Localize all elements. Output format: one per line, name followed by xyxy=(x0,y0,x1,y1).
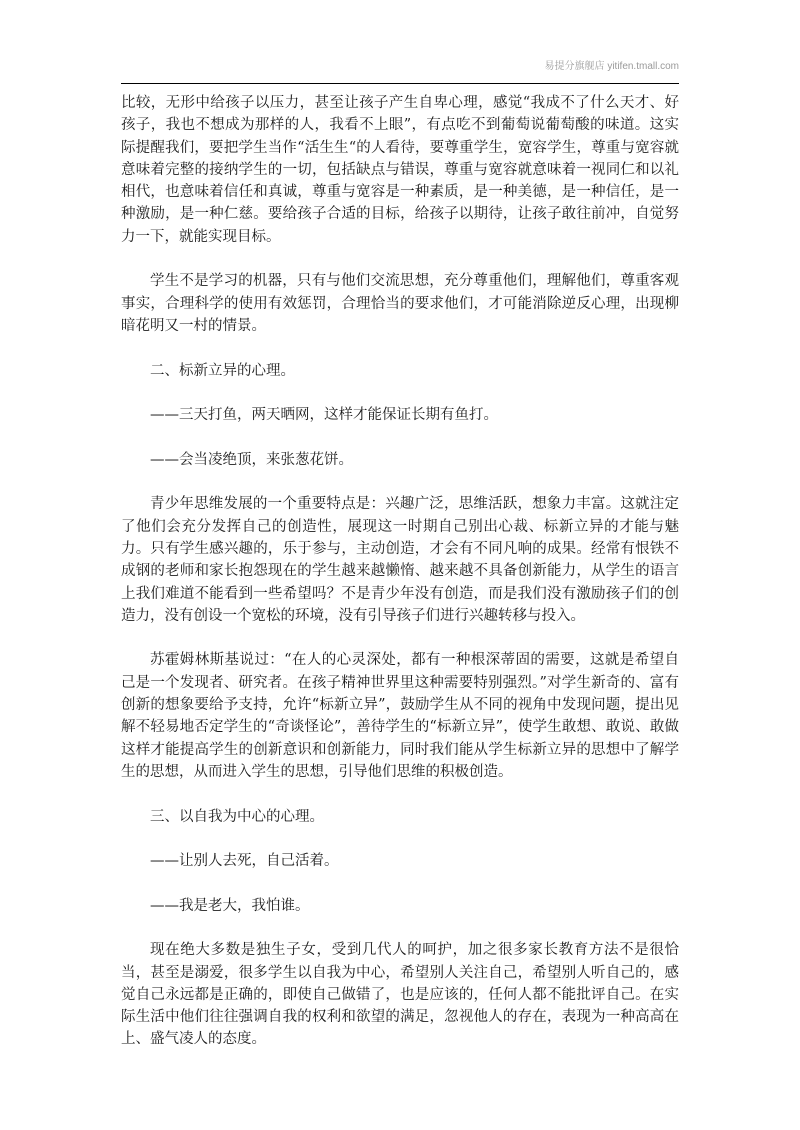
quote-line: ——会当凌绝顶，来张葱花饼。 xyxy=(150,451,353,468)
paragraph-continuation: 比较，无形中给孩子以压力，甚至让孩子产生自卑心理，感觉“我成不了什么天才、好孩子，我也不想成为那样的人，我看不上眼”，有点吃不到葡萄说葡萄酸的味道。这实际提醒我们，要把学生当作“活生生“的人看待，要尊重学生，宽容学生，尊重与宽容就意味着完整的接纳学生的一切，包括缺点与错误，尊重与宽容就意味着一视同仁和以礼相代，也意味着信任和真诚，尊重与宽容是一种素质，是一种美德，是一种信任，是一种激励，是一种仁慈。要给孩子合适的目标，给孩子以期待，让孩子敢往前冲，自觉努力一下，就能实现目标。 xyxy=(121,95,679,245)
section-heading: 三、以自我为中心的心理。 xyxy=(150,808,324,825)
quote-line: ——让别人去死，自己活着。 xyxy=(150,853,339,870)
paragraph: 苏霍姆林斯基说过：“在人的心灵深处，都有一种根深蒂固的需要，这就是希望自己是一个发现者、研究者。在孩子精神世界里这种需要特别强烈。”对学生新奇的、富有创新的想象要给予支持，允许“标新立异”，鼓励学生从不同的视角中发现问题，提出见解不轻易地否定学生的“奇谈怪论”，善待学生的“标新立异”，使学生敢想、敢说、敢做这样才能提高学生的创新意识和创新能力，同时我们能从学生标新立异的思想中了解学生的思想，从而进入学生的思想，引导他们思维的积极创造。 xyxy=(121,652,679,780)
store-url: yitifen.tmall.com xyxy=(607,61,679,72)
quote-line: ——我是老大，我怕谁。 xyxy=(150,897,310,914)
quote-line: ——三天打鱼，两天晒网，这样才能保证长期有鱼打。 xyxy=(150,407,498,424)
paragraph: 青少年思维发展的一个重要特点是：兴趣广泛，思维活跃，想象力丰富。这就注定了他们会充分发挥自己的创造性，展现这一时期自己别出心裁、标新立异的才能与魅力。只有学生感兴趣的，乐于参与，主动创造，才会有不同凡响的成果。经常有恨铁不成钢的老师和家长抱怨现在的学生越来越懒惰、越来越不具备创新能力，从学生的语言上我们难道不能看到一些希望吗？不是青少年没有创造，而是我们没有激励孩子们的创造力，没有创设一个宽松的环境，没有引导孩子们进行兴趣转移与投入。 xyxy=(121,496,679,624)
document-body xyxy=(121,92,679,1051)
header-rule xyxy=(121,83,679,84)
page-header xyxy=(545,57,679,72)
section-heading: 二、标新立异的心理。 xyxy=(150,362,295,379)
paragraph: 现在绝大多数是独生子女，受到几代人的呵护，加之很多家长教育方法不是很恰当，甚至是溺爱，很多学生以自我为中心，希望别人关注自己，希望别人听自己的，感觉自己永远都是正确的，即使自己做错了，也是应该的，任何人都不能批评自己。在实际生活中他们往往强调自我的权利和欲望的满足，忽视他人的存在，表现为一种高高在上、盛气凌人的态度。 xyxy=(121,942,679,1048)
paragraph: 学生不是学习的机器，只有与他们交流思想，充分尊重他们，理解他们，尊重客观事实，合理科学的使用有效惩罚，合理恰当的要求他们，才可能消除逆反心理，出现柳暗花明又一村的情景。 xyxy=(121,273,679,334)
store-name: 易提分旗舰店 xyxy=(544,61,605,72)
